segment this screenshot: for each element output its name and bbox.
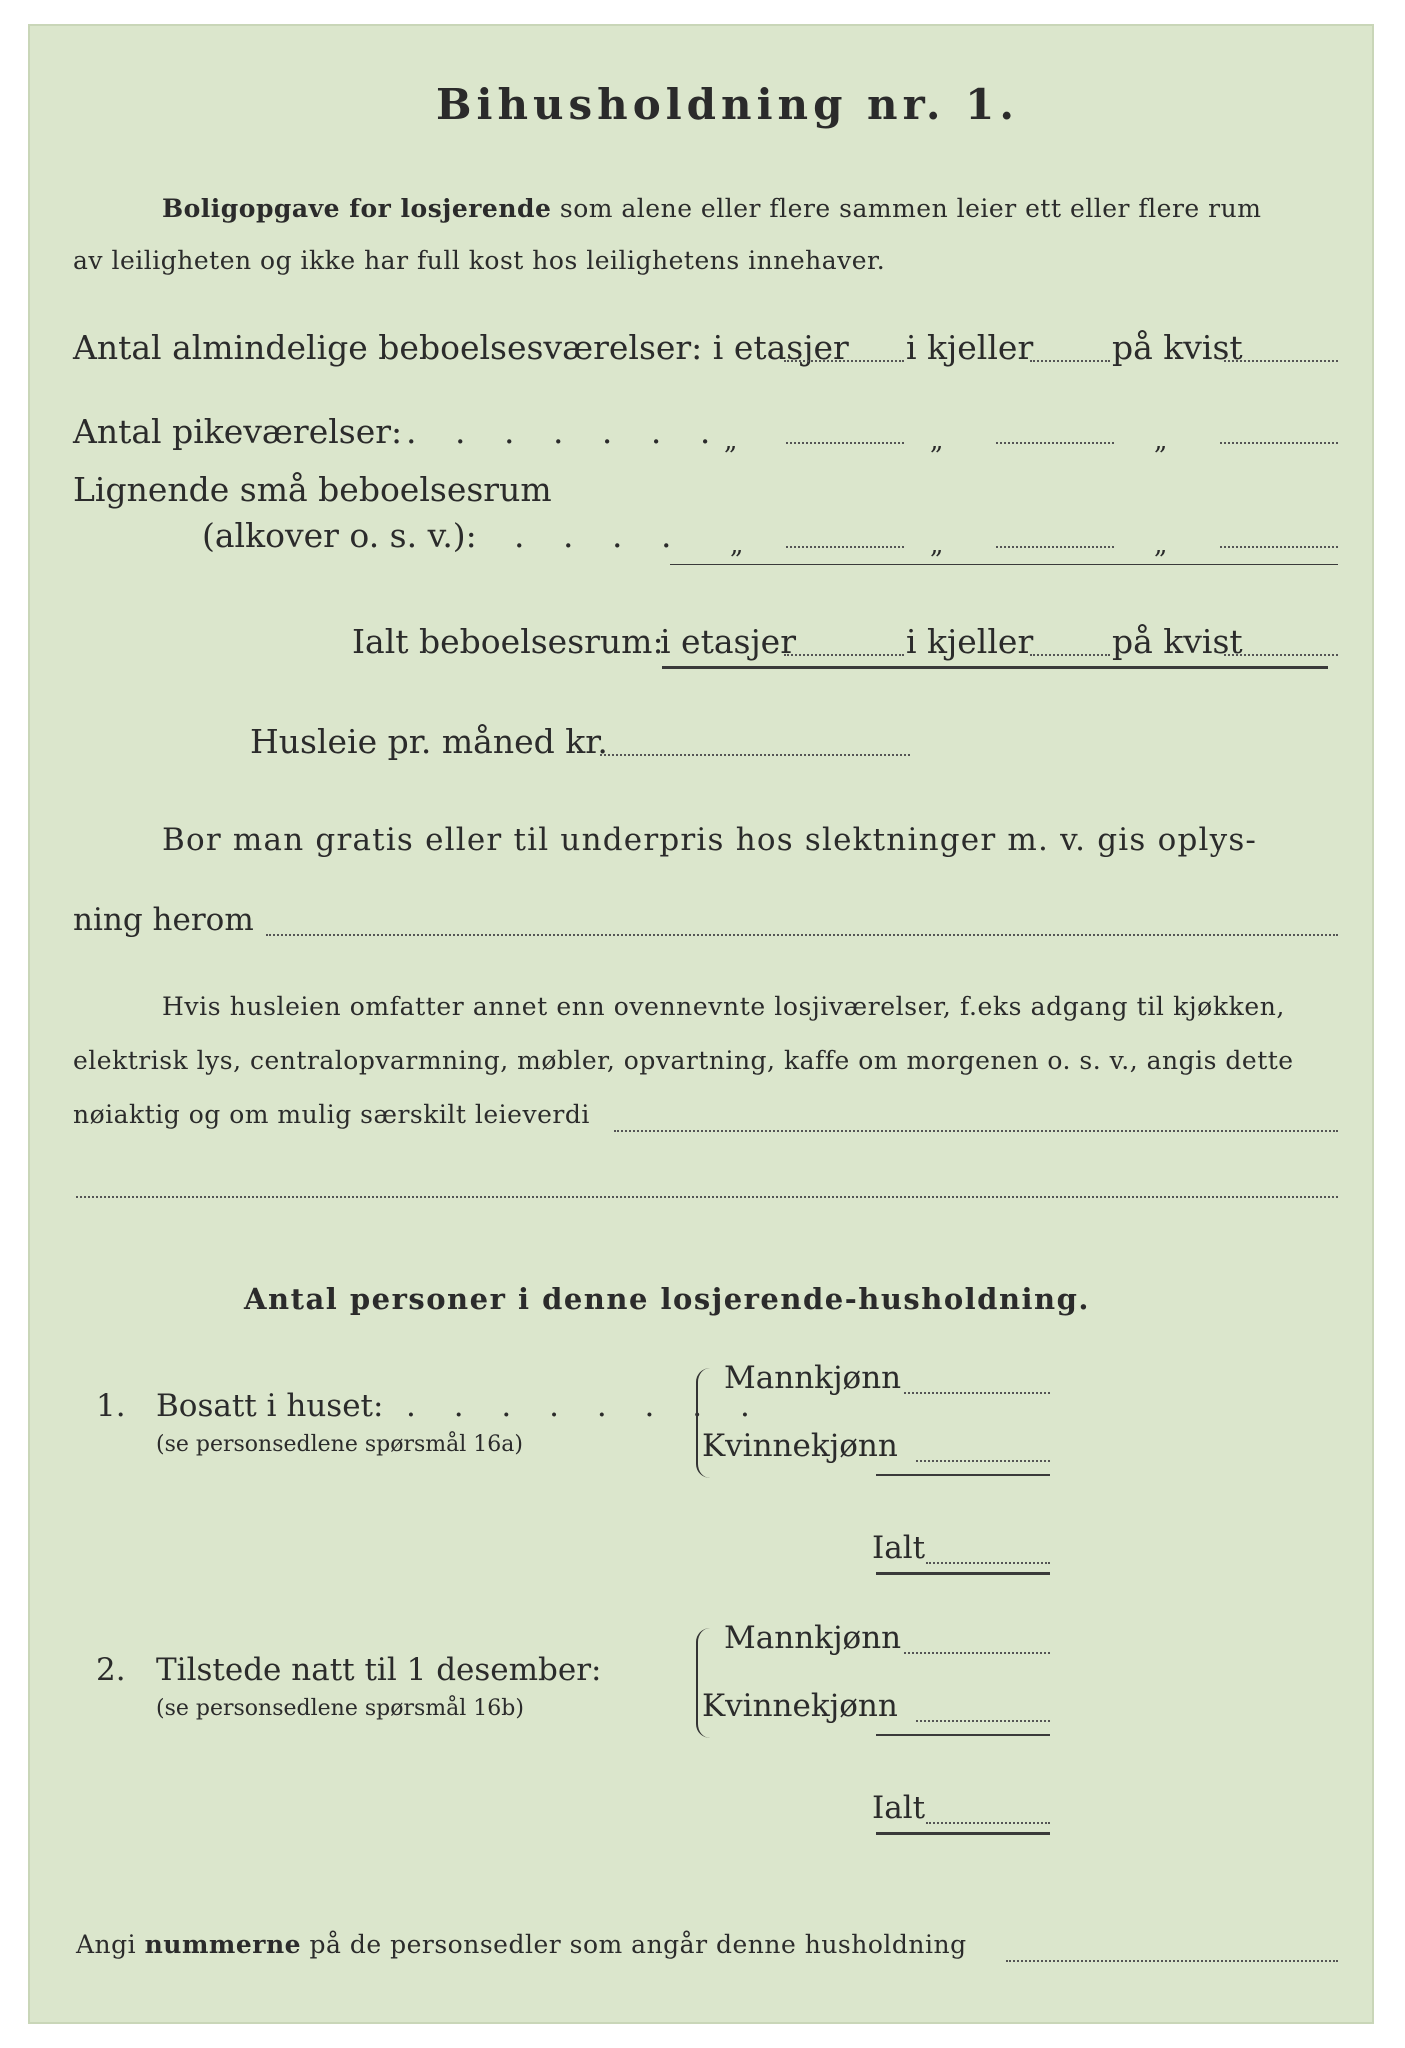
page-title: Bihusholdning nr. 1.: [436, 80, 1019, 129]
q1-female-field[interactable]: [916, 1460, 1050, 1462]
total-kjeller-field[interactable]: [1030, 654, 1110, 656]
rooms-row3-label-b: (alkover o. s. v.):: [202, 516, 477, 555]
total-kvist-label: på kvist: [1112, 622, 1243, 661]
row2-ditto-1: „: [724, 426, 738, 456]
q2-total-label: Ialt: [872, 1790, 926, 1826]
footer-field[interactable]: [1006, 1960, 1338, 1962]
q1-total-field[interactable]: [926, 1562, 1050, 1564]
footer-text-a: Angi: [76, 1930, 137, 1959]
row3-ditto-3: „: [1154, 530, 1168, 560]
total-etasjer-label: i etasjer: [660, 622, 796, 661]
footer-text-bold: nummerne: [144, 1930, 302, 1959]
q1-male-label: Mannkjønn: [724, 1360, 902, 1396]
row3-ditto-2: „: [930, 530, 944, 560]
q2-total-field[interactable]: [926, 1822, 1050, 1824]
q1-female-label: Kvinnekjønn: [702, 1428, 898, 1464]
q2-female-field[interactable]: [916, 1720, 1050, 1722]
q1-total-label: Ialt: [872, 1530, 926, 1566]
q1-label: Bosatt i huset:: [156, 1388, 384, 1424]
extras-line-2: elektrisk lys, centralopvarmning, møbler, opvartning, kaffe om morgenen o. s. v., angis dette: [73, 1046, 1294, 1075]
rooms-row3-dots: . . . .: [514, 516, 686, 555]
row1-kvist-field[interactable]: [1224, 360, 1338, 362]
q1-dots: . . . . . . . .: [406, 1388, 764, 1424]
row1-kjeller-field[interactable]: [1030, 360, 1110, 362]
rooms-row3-label-a: Lignende små beboelsesrum: [73, 470, 552, 509]
intro-line-2: av leiligheten og ikke har full kost hos leilighetens innehaver.: [73, 246, 886, 275]
row3-kvist-field[interactable]: [1220, 546, 1338, 548]
row2-ditto-2: „: [930, 426, 944, 456]
rooms-row2-dots: . . . . . . .: [406, 412, 725, 451]
q2-male-label: Mannkjønn: [724, 1620, 902, 1656]
q2-male-field[interactable]: [904, 1652, 1050, 1654]
extras-field-2[interactable]: [76, 1196, 1338, 1198]
row2-kjeller-field[interactable]: [996, 442, 1114, 444]
persons-heading: Antal personer i denne losjerende-husholdning.: [244, 1282, 1091, 1316]
q1-ref: (se personsedlene spørsmål 16a): [156, 1432, 523, 1457]
row2-etasjer-field[interactable]: [786, 442, 904, 444]
row1-etasjer-field[interactable]: [784, 360, 904, 362]
total-kjeller-label: i kjeller: [906, 622, 1034, 661]
footer-line: [76, 1930, 967, 1959]
extras-line-1: Hvis husleien omfatter annet enn ovennevnte losjiværelser, f.eks adgang til kjøkken,: [162, 992, 1285, 1021]
row3-kjeller-field[interactable]: [996, 546, 1114, 548]
relatives-line-2: ning herom: [73, 902, 254, 938]
q2-female-label: Kvinnekjønn: [702, 1688, 898, 1724]
row2-ditto-3: „: [1154, 426, 1168, 456]
rooms-row2-label: Antal pikeværelser:: [73, 412, 403, 451]
total-etasjer-field[interactable]: [784, 654, 904, 656]
total-label: Ialt beboelsesrum:: [352, 622, 664, 661]
q2-ref: (se personsedlene spørsmål 16b): [156, 1696, 524, 1721]
row3-ditto-1: „: [730, 530, 744, 560]
intro-line-1-rest: som alene eller flere sammen leier ett eller flere rum: [559, 194, 1262, 223]
q1-total-underline: [876, 1572, 1050, 1575]
footer-text-b: på de personsedler som angår denne husholdning: [309, 1930, 967, 1959]
q2-number: 2.: [96, 1652, 126, 1688]
intro-bold-lead: Boligopgave for losjerende: [162, 194, 552, 223]
q1-male-field[interactable]: [904, 1392, 1050, 1394]
relatives-line-1: Bor man gratis eller til underpris hos slektninger m. v. gis oplys-: [162, 822, 1258, 858]
row2-kvist-field[interactable]: [1220, 442, 1338, 444]
relatives-field[interactable]: [266, 934, 1338, 936]
q2-label: Tilstede natt til 1 desember:: [156, 1652, 602, 1688]
row1-kvist-label: på kvist: [1112, 328, 1243, 367]
rent-label: Husleie pr. måned kr.: [250, 722, 608, 761]
q1-sum-rule: [876, 1474, 1050, 1476]
q2-total-underline: [876, 1832, 1050, 1835]
row1-kjeller-label: i kjeller: [906, 328, 1034, 367]
total-underline: [662, 666, 1328, 669]
total-kvist-field[interactable]: [1224, 654, 1338, 656]
extras-field-1[interactable]: [614, 1130, 1338, 1132]
row3-etasjer-field[interactable]: [786, 546, 904, 548]
rooms-sum-rule: [670, 564, 1338, 565]
census-form-page: [28, 24, 1374, 2024]
rooms-row1-label: Antal almindelige beboelsesværelser: i etasjer: [73, 328, 849, 367]
extras-line-3: nøiaktig og om mulig særskilt leieverdi: [73, 1100, 590, 1129]
q2-sum-rule: [876, 1734, 1050, 1736]
rent-field[interactable]: [600, 754, 910, 756]
intro-line-1: [162, 194, 1261, 223]
q1-number: 1.: [96, 1388, 126, 1424]
